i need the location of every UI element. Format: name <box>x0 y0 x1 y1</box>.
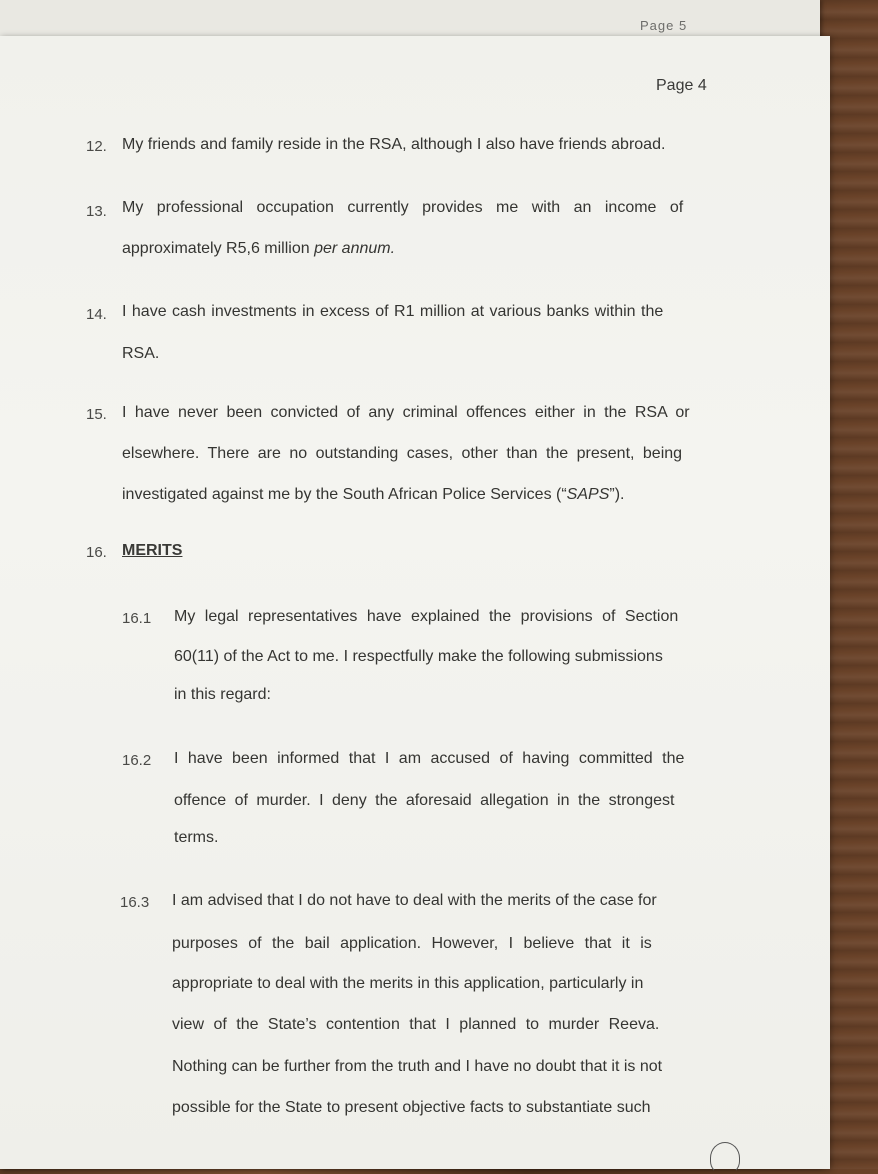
subparagraph-16-3-line-5: Nothing can be further from the truth and I have no doubt that it is not <box>172 1058 663 1075</box>
paragraph-13-line-1 <box>122 199 706 217</box>
saps-italic: SAPS <box>566 486 610 503</box>
paragraph-13-line-2-text: approximately R5,6 million <box>122 240 310 257</box>
per-annum-italic: per annum. <box>314 240 396 257</box>
paragraph-14-line-2: RSA. <box>122 345 160 362</box>
subparagraph-16-3-line-3: appropriate to deal with the merits in this application, particularly in <box>172 975 644 992</box>
paragraph-number-12: 12. <box>86 138 107 155</box>
subparagraph-16-2-line-3: terms. <box>174 829 219 846</box>
subparagraph-16-2-line-2: offence of murder. I deny the aforesaid allegation in the strongest <box>174 792 675 809</box>
subparagraph-16-1-line-3: in this regard: <box>174 686 271 703</box>
subparagraph-16-2-line-1: I have been informed that I am accused of having committed the <box>174 750 685 767</box>
paragraph-15-line-3-end: ”). <box>609 486 625 503</box>
subparagraph-16-3-line-4: view of the State’s contention that I planned to murder Reeva. <box>172 1016 660 1033</box>
section-heading-merits: MERITS <box>122 542 183 559</box>
document-page <box>0 36 830 1169</box>
underlying-page-number: Page 5 <box>640 18 688 33</box>
subparagraph-16-1-line-1: My legal representatives have explained the provisions of Section <box>174 608 679 625</box>
paragraph-14-line-1: I have cash investments in excess of R1 million at various banks within the <box>122 303 664 320</box>
handwritten-initial-mark <box>710 1142 740 1174</box>
paragraph-15-line-3-text: investigated against me by the South African Police Services (“ <box>122 486 567 503</box>
page-number: Page 4 <box>656 77 707 94</box>
section-number-16: 16. <box>86 544 107 561</box>
subparagraph-number-16-2: 16.2 <box>122 752 152 769</box>
subparagraph-16-3-line-2: purposes of the bail application. However, I believe that it is <box>172 935 652 952</box>
subparagraph-16-3-line-6: possible for the State to present objective facts to substantiate such <box>172 1099 651 1116</box>
paragraph-number-15: 15. <box>86 406 107 423</box>
paragraph-13-line-2 <box>122 240 395 258</box>
subparagraph-16-3-line-1: I am advised that I do not have to deal with the merits of the case for <box>172 892 657 909</box>
paragraph-15-line-1: I have never been convicted of any criminal offences either in the RSA or <box>122 404 690 421</box>
paragraph-13-line-1-text: My professional occupation currently provides me with an income of <box>122 199 684 216</box>
subparagraph-16-1-line-2: 60(11) of the Act to me. I respectfully make the following submissions <box>174 648 663 665</box>
paragraph-number-13: 13. <box>86 203 107 220</box>
paragraph-number-14: 14. <box>86 306 107 323</box>
subparagraph-number-16-3: 16.3 <box>120 894 150 911</box>
subparagraph-number-16-1: 16.1 <box>122 610 152 627</box>
paragraph-15-line-3 <box>122 486 624 504</box>
paragraph-12-line-1: My friends and family reside in the RSA, although I also have friends abroad. <box>122 136 666 153</box>
paragraph-15-line-2: elsewhere. There are no outstanding cases, other than the present, being <box>122 445 683 462</box>
